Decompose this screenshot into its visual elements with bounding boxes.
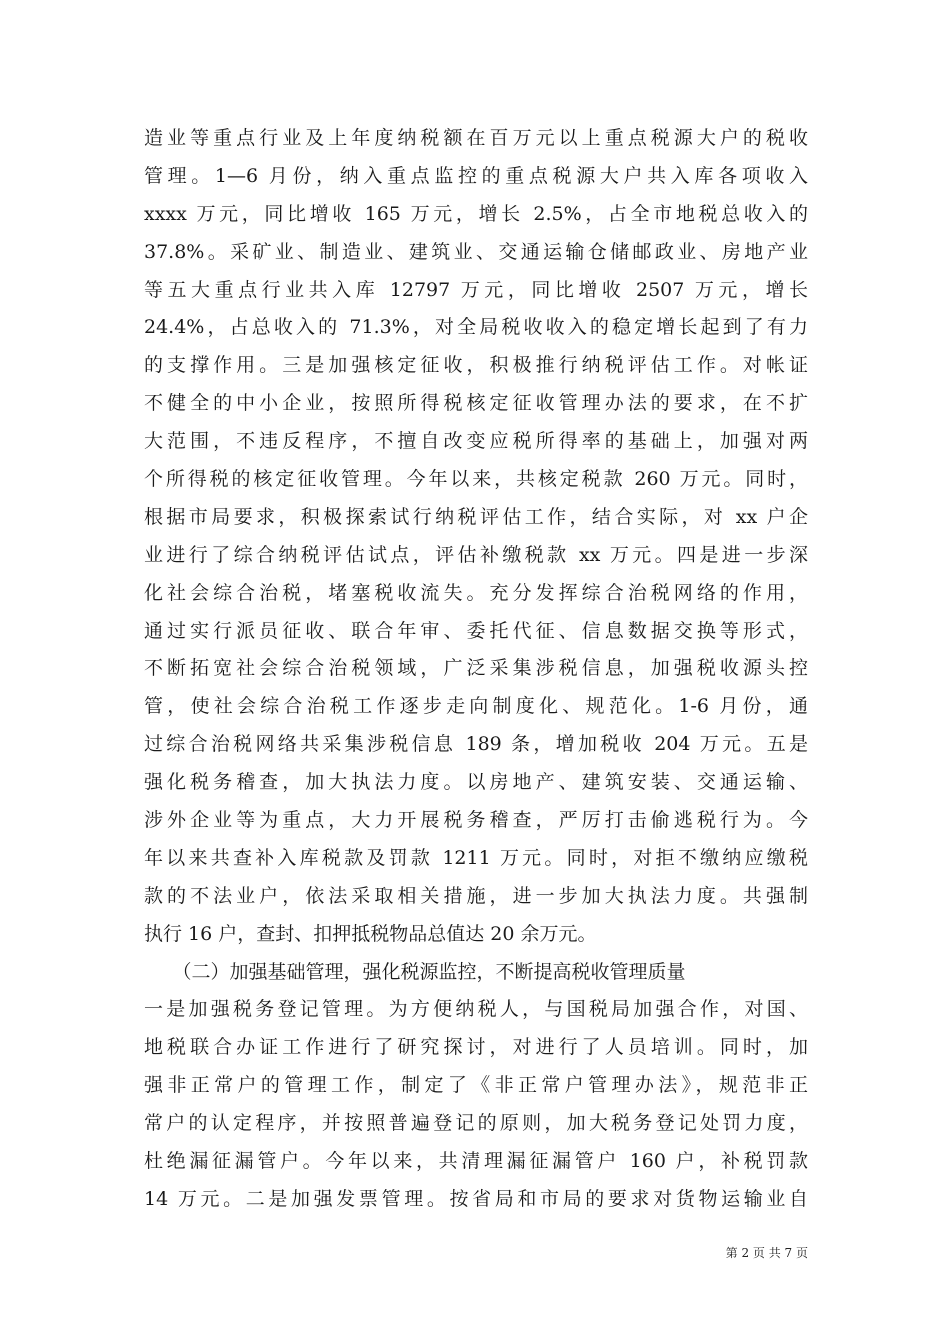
- text-line: 管，使社会综合治税工作逐步走向制度化、规范化。1-6 月份，通: [144, 695, 808, 718]
- text-line: 常户的认定程序，并按照普遍登记的原则，加大税务登记处罚力度，: [144, 1112, 808, 1135]
- text-line: （二）加强基础管理，强化税源监控，不断提高税收管理质量: [144, 960, 686, 983]
- text-line: 不断拓宽社会综合治税领域，广泛采集涉税信息，加强税收源头控: [144, 657, 808, 680]
- text-line: 一是加强税务登记管理。为方便纳税人，与国税局加强合作，对国、: [144, 998, 808, 1021]
- text-line: 37.8%。采矿业、制造业、建筑业、交通运输仓储邮政业、房地产业: [144, 240, 808, 263]
- body-text: [144, 120, 808, 1219]
- page-number-footer: 第 2 页 共 7 页: [725, 1246, 808, 1260]
- text-line: 管理。1—6 月份，纳入重点监控的重点税源大户共入库各项收入: [144, 164, 808, 187]
- text-line: 14 万元。二是加强发票管理。按省局和市局的要求对货物运输业自: [144, 1187, 808, 1210]
- text-line: 强化税务稽查，加大执法力度。以房地产、建筑安装、交通运输、: [144, 771, 808, 794]
- text-line: 等五大重点行业共入库 12797 万元，同比增收 2507 万元，增长: [144, 278, 808, 301]
- text-line: 的支撑作用。三是加强核定征收，积极推行纳税评估工作。对帐证: [144, 354, 808, 377]
- text-line: 通过实行派员征收、联合年审、委托代征、信息数据交换等形式，: [144, 619, 808, 642]
- text-line: 大范围，不违反程序，不擅自改变应税所得率的基础上，加强对两: [144, 430, 808, 453]
- text-line: 执行 16 户，查封、扣押抵税物品总值达 20 余万元。: [144, 922, 597, 945]
- text-line: xxxx 万元，同比增收 165 万元，增长 2.5%，占全市地税总收入的: [144, 202, 808, 225]
- text-line: 杜绝漏征漏管户。今年以来，共清理漏征漏管户 160 户，补税罚款: [144, 1150, 808, 1173]
- text-line: 地税联合办证工作进行了研究探讨，对进行了人员培训。同时，加: [144, 1036, 808, 1059]
- text-line: 化社会综合治税，堵塞税收流失。充分发挥综合治税网络的作用，: [144, 581, 808, 604]
- text-line: 涉外企业等为重点，大力开展税务稽查，严厉打击偷逃税行为。今: [144, 809, 808, 832]
- text-line: 过综合治税网络共采集涉税信息 189 条，增加税收 204 万元。五是: [144, 733, 808, 756]
- text-line: 造业等重点行业及上年度纳税额在百万元以上重点税源大户的税收: [144, 127, 808, 149]
- text-line: 不健全的中小企业，按照所得税核定征收管理办法的要求，在不扩: [144, 392, 808, 415]
- text-line: 强非正常户的管理工作，制定了《非正常户管理办法》，规范非正: [144, 1074, 808, 1097]
- text-line: 个所得税的核定征收管理。今年以来，共核定税款 260 万元。同时，: [144, 468, 808, 491]
- text-line: 年以来共查补入库税款及罚款 1211 万元。同时，对拒不缴纳应缴税: [144, 846, 808, 869]
- text-line: 款的不法业户，依法采取相关措施，进一步加大执法力度。共强制: [144, 884, 808, 907]
- text-line: 24.4%，占总收入的 71.3%，对全局税收收入的稳定增长起到了有力: [144, 316, 808, 339]
- text-line: 根据市局要求，积极探索试行纳税评估工作，结合实际，对 xx 户企: [144, 505, 808, 528]
- text-line: 业进行了综合纳税评估试点，评估补缴税款 xx 万元。四是进一步深: [144, 543, 808, 566]
